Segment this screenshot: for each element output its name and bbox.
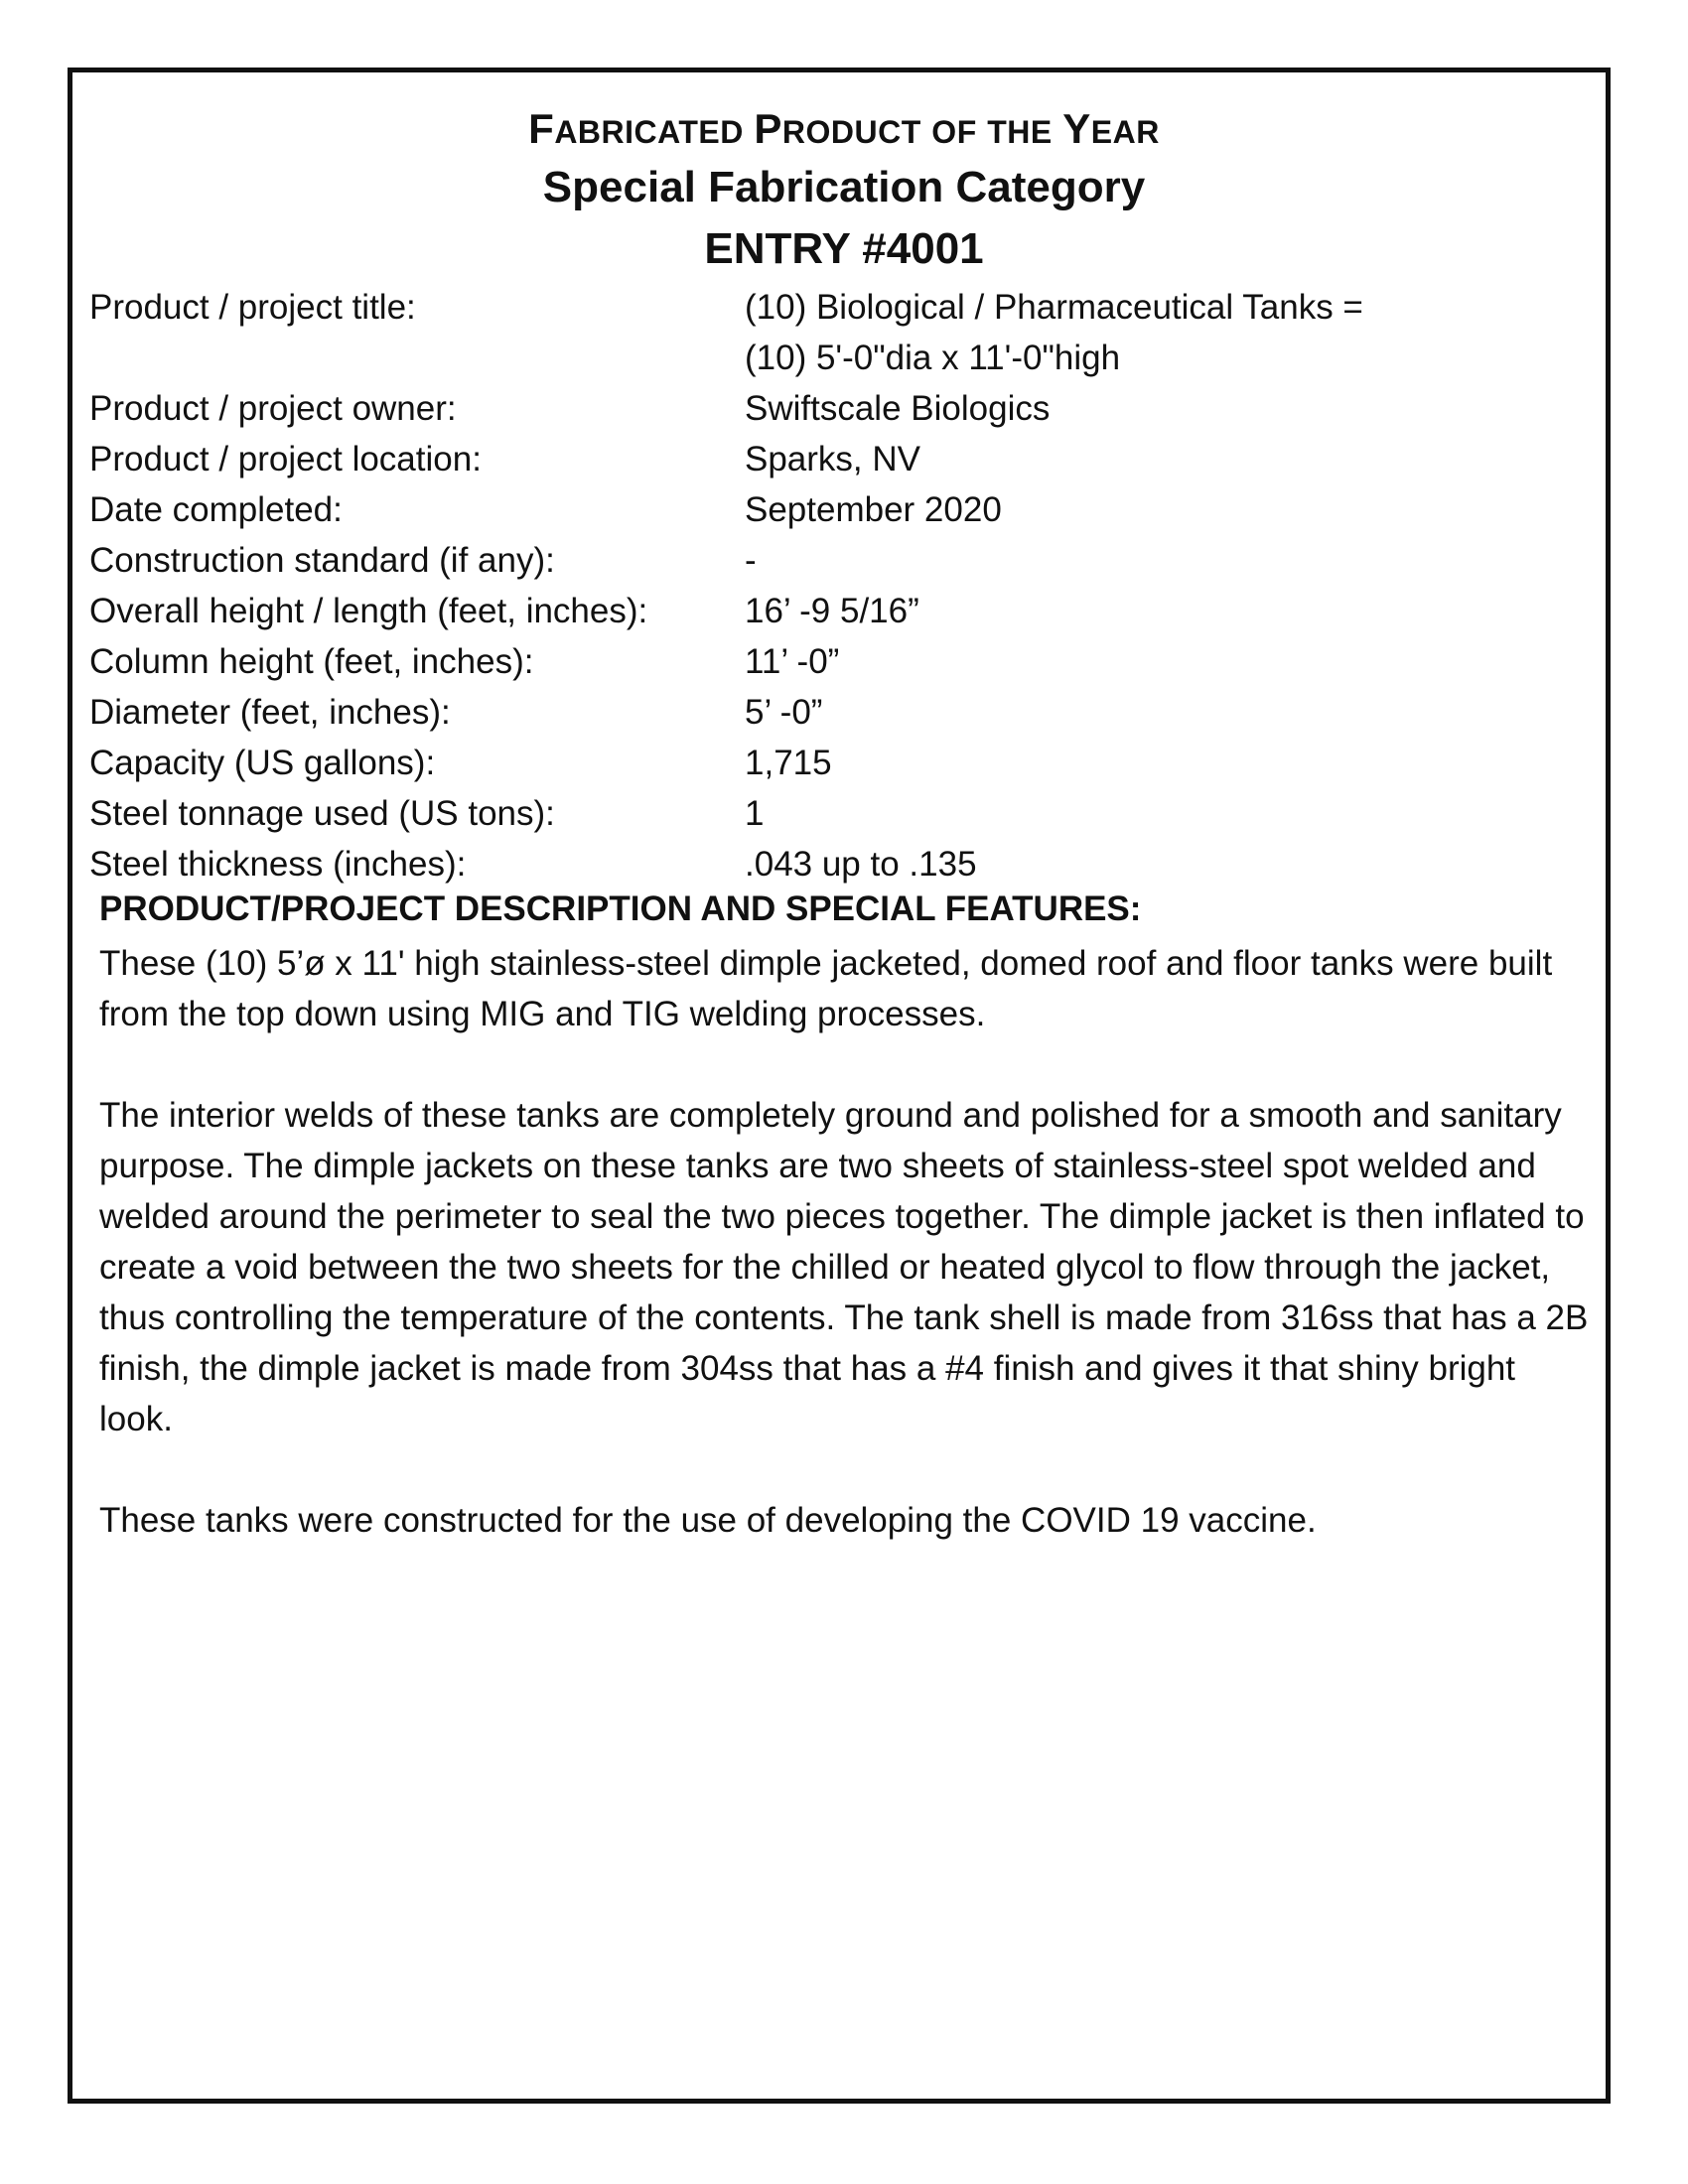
description-paragraph: The interior welds of these tanks are completely ground and polished for a smooth and sanitary purpose. The dimple jackets on these tanks are two sheets of stainless-steel spot welded and welded around the perimeter to seal the two pieces together. The dimple jacket is then inflated to create a void between the two sheets for the chilled or heated glycol to flow through the jacket, thus controlling the temperature of the contents. The tank shell is made from 316ss that has a 2B finish, the dimple jacket is made from 304ss that has a #4 finish and gives it that shiny bright look.	[99, 1096, 1589, 1438]
field-row-column-height	[89, 636, 1559, 687]
entry-number: ENTRY #4001	[704, 224, 984, 273]
field-label: Date completed:	[89, 490, 343, 529]
field-label: Capacity (US gallons):	[89, 744, 436, 782]
field-value: 11’ -0”	[745, 642, 840, 681]
field-row-steel-tonnage	[89, 788, 1559, 839]
field-label: Product / project owner:	[89, 389, 457, 428]
field-value: September 2020	[745, 490, 1002, 529]
field-value: 1,715	[745, 744, 832, 782]
field-row-location	[89, 434, 1559, 484]
field-value: Sparks, NV	[745, 440, 920, 478]
field-value: 16’ -9 5/16”	[745, 592, 919, 630]
description-heading: PRODUCT/PROJECT DESCRIPTION AND SPECIAL FEATURES:	[99, 889, 1142, 928]
field-label: Product / project title:	[89, 288, 416, 327]
field-value-line: (10) 5'-0"dia x 11'-0"high	[745, 339, 1121, 377]
field-row-overall-height	[89, 586, 1559, 636]
category-title: Special Fabrication Category	[542, 163, 1146, 211]
field-label: Construction standard (if any):	[89, 541, 555, 580]
description-paragraph: These (10) 5’ø x 11' high stainless-steel dimple jacketed, domed roof and floor tanks were built from the top down using MIG and TIG welding processes.	[99, 944, 1553, 1033]
field-value-line: (10) Biological / Pharmaceutical Tanks =	[745, 288, 1363, 327]
field-label: Overall height / length (feet, inches):	[89, 592, 648, 630]
field-label: Product / project location:	[89, 440, 482, 478]
field-row-owner	[89, 383, 1559, 434]
field-label: Steel thickness (inches):	[89, 845, 467, 884]
project-fields	[89, 282, 1559, 889]
field-label: Diameter (feet, inches):	[89, 693, 451, 732]
field-value	[745, 282, 1559, 383]
field-row-diameter	[89, 687, 1559, 738]
field-value: Swiftscale Biologics	[745, 389, 1051, 428]
field-value: -	[745, 541, 757, 580]
field-row-capacity	[89, 738, 1559, 788]
document-title: FABRICATED PRODUCT OF THE YEAR	[528, 105, 1160, 152]
field-value: 1	[745, 794, 765, 833]
field-row-steel-thickness	[89, 839, 1559, 889]
field-label: Column height (feet, inches):	[89, 642, 534, 681]
field-value: 5’ -0”	[745, 693, 823, 732]
description-paragraph: These tanks were constructed for the use of developing the COVID 19 vaccine.	[99, 1501, 1317, 1540]
field-label: Steel tonnage used (US tons):	[89, 794, 555, 833]
field-value: .043 up to .135	[745, 845, 977, 884]
field-row-date-completed	[89, 484, 1559, 535]
field-row-title	[89, 282, 1559, 383]
description-body	[99, 938, 1589, 1596]
field-row-construction-standard	[89, 535, 1559, 586]
